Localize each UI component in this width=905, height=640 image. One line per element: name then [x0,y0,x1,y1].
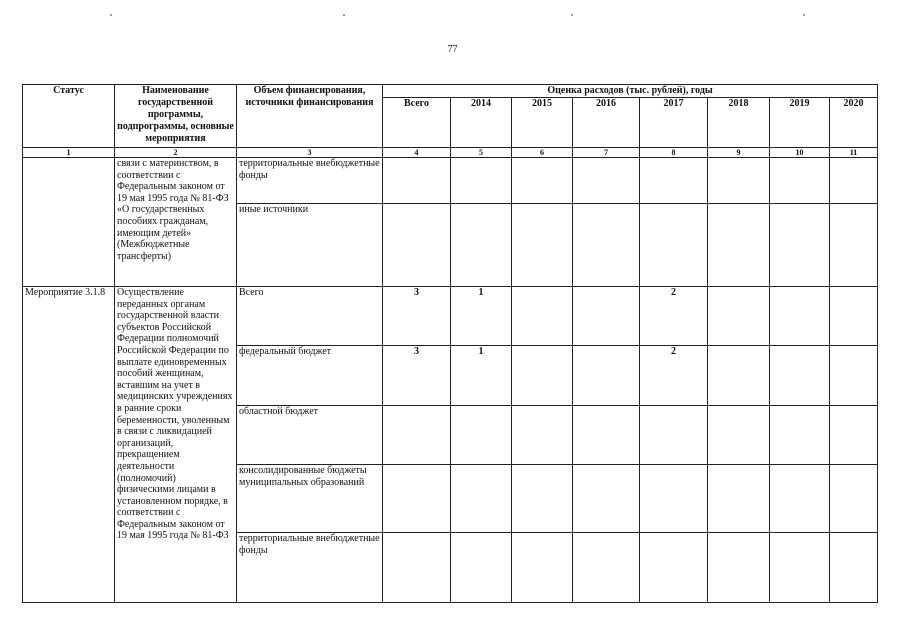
value-cell [830,158,878,204]
value-cell [770,406,830,465]
funding-source: федеральный бюджет [237,346,383,406]
header-year: 2015 [512,98,573,148]
value-cell [573,406,640,465]
value-cell [640,406,708,465]
header-costs: Оценка расходов (тыс. рублей), годы [383,85,878,98]
value-cell [640,465,708,533]
funding-source: консолидированные бюджеты муниципальных образований [237,465,383,533]
value-cell [830,287,878,346]
column-number: 5 [451,148,512,158]
value-cell [512,346,573,406]
value-cell [383,158,451,204]
column-number-row [23,148,878,158]
column-number: 10 [770,148,830,158]
value-cell [573,465,640,533]
column-number: 8 [640,148,708,158]
row-status: Мероприятие 3.1.8 [23,287,115,603]
value-cell [708,204,770,287]
scan-speck [110,14,112,16]
column-number: 1 [23,148,115,158]
column-number: 11 [830,148,878,158]
header-year: Всего [383,98,451,148]
scan-speck [803,14,805,16]
value-cell [512,533,573,603]
value-cell [830,533,878,603]
value-cell [708,346,770,406]
value-cell [573,346,640,406]
page-number: 77 [447,44,458,55]
value-cell [708,406,770,465]
value-cell [451,533,512,603]
value-cell [451,158,512,204]
value-cell: 1 [451,287,512,346]
value-cell [573,287,640,346]
header-year: 2019 [770,98,830,148]
value-cell [830,465,878,533]
value-cell [451,204,512,287]
value-cell [640,533,708,603]
header-year: 2018 [708,98,770,148]
value-cell [708,158,770,204]
header-name: Наименование государственной программы, подпрограммы, основные мероприятия [115,85,237,148]
value-cell: 1 [451,346,512,406]
header-year: 2016 [573,98,640,148]
table-row [23,158,878,204]
value-cell [770,533,830,603]
value-cell [770,465,830,533]
value-cell [512,465,573,533]
value-cell [770,287,830,346]
value-cell: 3 [383,287,451,346]
table-row [23,287,878,346]
column-number: 6 [512,148,573,158]
column-number: 9 [708,148,770,158]
budget-table [22,84,878,603]
value-cell [830,204,878,287]
value-cell [573,204,640,287]
value-cell [708,465,770,533]
column-number: 2 [115,148,237,158]
value-cell [383,533,451,603]
value-cell [573,158,640,204]
funding-source: иные источники [237,204,383,287]
funding-source: областной бюджет [237,406,383,465]
value-cell [512,204,573,287]
scan-speck [343,14,345,16]
header-source: Объем финансирования, источники финансирования [237,85,383,148]
value-cell [830,346,878,406]
value-cell [383,204,451,287]
row-name: Осуществление переданных органам государственной власти субъектов Российской Федерации полномочий Российской Федерации по выплате единовременных пособий женщинам, вставшим на учет в медицинских учреждениях в ранние сроки беременности, уволенным в связи с ликвидацией организаций, прекращением деятельности (полномочий) физическими лицами в установленном порядке, в соответствии с Федеральным законом от 19 мая 1995 года № 81-ФЗ [115,287,237,603]
value-cell [708,287,770,346]
value-cell [640,204,708,287]
value-cell [451,465,512,533]
value-cell [451,406,512,465]
header-year: 2017 [640,98,708,148]
value-cell [512,158,573,204]
value-cell [383,465,451,533]
header-status: Статус [23,85,115,148]
header-year: 2020 [830,98,878,148]
value-cell [383,406,451,465]
funding-source: территориальные внебюджетные фонды [237,533,383,603]
value-cell [770,158,830,204]
scan-speck [571,14,573,16]
funding-source: территориальные внебюджетные фонды [237,158,383,204]
value-cell [640,158,708,204]
value-cell: 2 [640,287,708,346]
value-cell: 2 [640,346,708,406]
row-status [23,158,115,287]
column-number: 3 [237,148,383,158]
column-number: 4 [383,148,451,158]
value-cell [770,204,830,287]
value-cell [770,346,830,406]
header-year: 2014 [451,98,512,148]
value-cell: 3 [383,346,451,406]
value-cell [573,533,640,603]
column-number: 7 [573,148,640,158]
value-cell [512,287,573,346]
funding-source: Всего [237,287,383,346]
value-cell [708,533,770,603]
value-cell [512,406,573,465]
value-cell [830,406,878,465]
row-name: связи с материнством, в соответствии с Федеральным законом от 19 мая 1995 года № 81-ФЗ «О государственных пособиях гражданам, имеющим детей» (Межбюджетные трансферты) [115,158,237,287]
